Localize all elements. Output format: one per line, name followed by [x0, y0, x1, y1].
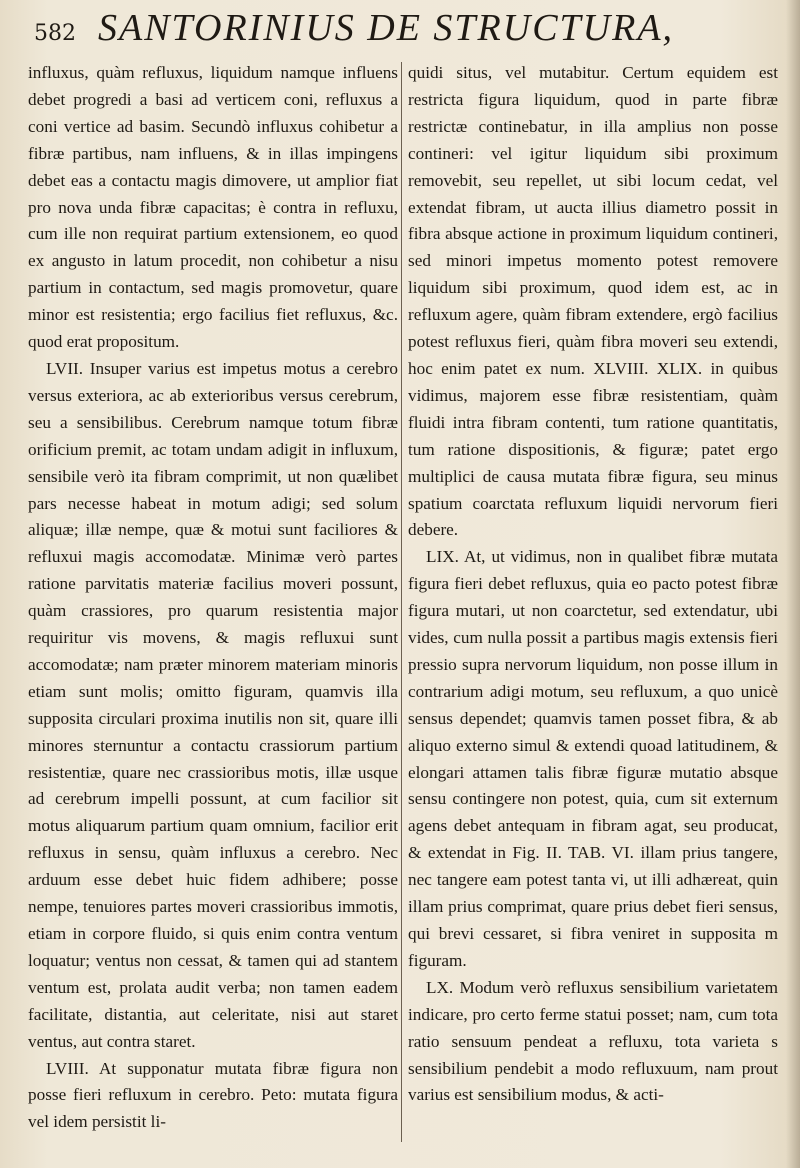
paragraph: LIX. At, ut vidimus, non in qualibet fibræ mutata figura fieri debet refluxus, quia eo pacto potest fibræ figura mutari, ut non coarctetur, sed extendatur, ubi vides, cum nulla possit a partibus magis extensis fieri pressio supra nervorum liquidum, non posse illum in contrarium adigi motum, seu refluxum, a quo unicè sensus dependet; quamvis tamen posset fibra, & ab aliquo externo simul & extendi quoad latitudinem, & elongari attamen talis fibræ figuræ mutatio absque sensu contingere non potest, quia, cum sit externum agens debet antequam in fibram agat, seu producat, & extendat in Fig. II. TAB. VI. illam prius tangere, nec tangere eam potest tanta vi, ut illi adhæreat, quin illam prius comprimat, quare prius debet fieri sensus, qui brevi cessaret, si fibra veniret in supposita m figuram. [408, 547, 778, 970]
column-divider [401, 62, 402, 1142]
page-header [34, 6, 774, 54]
left-column [28, 60, 398, 1150]
paragraph: LVII. Insuper varius est impetus motus a cerebro versus exteriora, ac ab exterioribus versus cerebrum, seu a sensibilibus. Cerebrum namque totum fibræ orificium premit, ac totam undam adigit in influxum, sensibile verò ita fibram comprimit, ut non quælibet pars necesse habeat in motum adigi; sed solum aliquæ; illæ nempe, quæ & motui sunt faciliores & refluxui magis accomodatæ. Minimæ verò partes ratione parvitatis materiæ facilius moveri possunt, quàm crassiores, pro quarum resistentia major requiritur vis movens, & magis refluxui sunt accomodatæ; nam præter minorem materiam minoris etiam sunt molis; omitto figuram, quamvis illa supposita circulari proxima inutilis non sit, quare illi minores sternuntur a contactu crassiorum partium resistentiæ, quare nec crassioribus motis, illæ usque ad cerebrum impelli possunt, at cum facilior sit motus aliquarum partium quam omnium, facilior erit refluxus in sensu, quàm influxus a cerebro. Nec arduum esse debet huic fidem adhibere; posse nempe, tenuiores partes moveri crassioribus immotis, etiam in corpore fluido, si quis enim contra ventum loquatur; ventus non cessat, & tamen qui ad stantem ventum est, prolata audit verba; non tamen eadem facilitate, distantia, aut celeritate, nisi aut staret ventus, aut contra staret. [28, 358, 398, 1051]
paragraph: LX. Modum verò refluxus sensibilium varietatem indicare, pro certo ferme statui posset; nam, cum tota ratio sensuum pendeat a refluxu, tota varieta s sensibilium pendebit a modo refluxuum, nam prout varius est sensibilium modus, & acti- [408, 977, 778, 1105]
paragraph: influxus, quàm refluxus, liquidum namque influens debet progredi a basi ad verticem coni, refluxus a coni vertice ad basim. Secundò influxus cohibetur a fibræ partibus, nam influens, & in illas impingens debet eas a contactu magis dimovere, ut amplior fiat pro nova unda fibræ capacitas; è contra in refluxu, cum ille non requirat partium extensionem, eo quod ex angusto in latum procedit, non cohibetur a nisu partium in contactum, sed magis promovetur, quare minor est resistentia; ergo facilius fiet refluxus, &c. quod erat propositum. [28, 63, 398, 352]
page-number: 582 [34, 21, 76, 46]
running-title: SANTORINIUS DE STRUCTURA, [98, 7, 675, 49]
binding-shadow [786, 0, 800, 1168]
paragraph: quidi situs, vel mutabitur. Certum equidem est restricta figura liquidum, quod in parte fibræ restrictæ continebatur, in illa amplius non posse contineri: vel igitur liquidum sibi proximum removebit, seu repellet, ut sibi locum cedat, vel extendat fibram, ut aucta illius diametro possit in fibra absque actione in proximum liquidum contineri, sed minori impetus momento potest removere liquidum sibi proximum, quod idem est, ac in refluxum agere, quàm fibram extendere, ergò facilius potest refluxus fieri, quàm fibra moveri seu extendi, hoc enim patet ex num. XLVIII. XLIX. in quibus vidimus, majorem esse fibræ resistentiam, quàm fluidi intra fibram contenti, tum ratione quantitatis, tum ratione dispositionis, & figuræ; patet ergo multiplici de causa mutata fibræ figura, seu minus spatium coarctata refluxum liquidi nervorum fieri debere. [408, 63, 778, 540]
paragraph: LVIII. At supponatur mutata fibræ figura non posse fieri refluxum in cerebro. Peto: mutata figura vel idem persistit li- [28, 1058, 398, 1132]
right-column [408, 60, 778, 1150]
